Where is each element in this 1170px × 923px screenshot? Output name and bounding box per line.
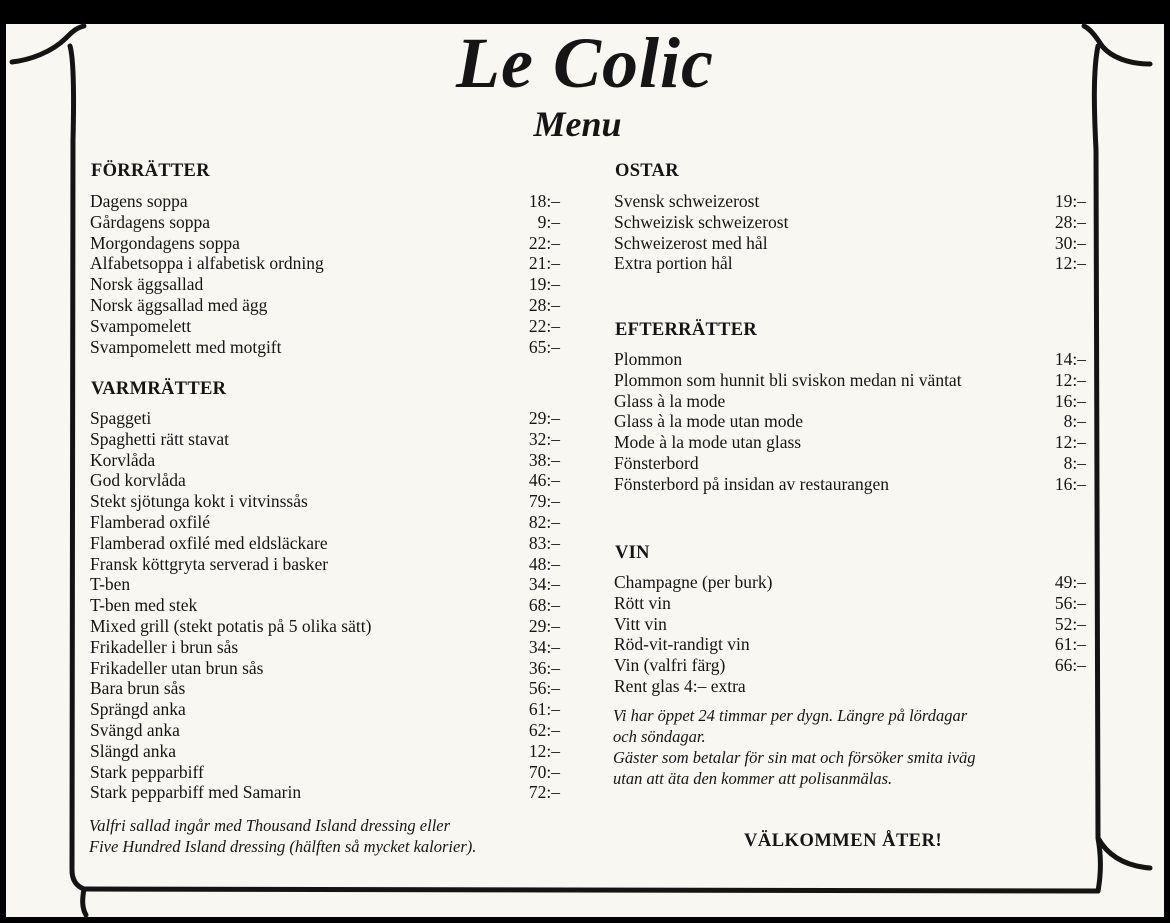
ostar-list	[614, 191, 1086, 274]
restaurant-title: Le Colic	[456, 23, 714, 103]
list-item: Alfabetsoppa i alfabetisk ordning 21:–	[90, 253, 560, 274]
list-item: Korvlåda 38:–	[90, 449, 560, 470]
list-item: Slängd anka 12:–	[90, 740, 560, 761]
section-heading-varmratter: VARMRÄTTER	[91, 379, 227, 399]
glass-extra: Rent glas 4:– extra	[614, 676, 746, 696]
list-item: Vin (valfri färg) 66:–	[614, 655, 1086, 676]
list-item: Bara brun sås 56:–	[90, 678, 560, 699]
list-item: Svensk schweizerost 19:–	[614, 191, 1086, 211]
list-item: Spaggeti 29:–	[90, 408, 560, 428]
list-item: Spaghetti rätt stavat 32:–	[90, 428, 560, 449]
list-item: Svampomelett 22:–	[90, 315, 560, 336]
list-item: Flamberad oxfilé med eldsläckare 83:–	[90, 532, 560, 553]
list-item: Fransk köttgryta serverad i basker 48:–	[90, 553, 560, 574]
vin-list	[614, 572, 1086, 676]
list-item: Rött vin 56:–	[614, 592, 1086, 613]
list-item: Mode à la mode utan glass 12:–	[614, 432, 1086, 453]
list-item: Vitt vin 52:–	[614, 613, 1086, 634]
list-item: Stekt sjötunga kokt i vitvinssås 79:–	[90, 491, 560, 512]
forratter-list	[90, 191, 560, 357]
list-item: Glass à la mode 16:–	[614, 390, 1086, 411]
list-item: God korvlåda 46:–	[90, 470, 560, 491]
list-item: T-ben 34:–	[90, 574, 560, 595]
section-heading-efterratter: EFTERRÄTTER	[615, 320, 758, 340]
section-heading-vin: VIN	[615, 543, 650, 563]
varmratter-list	[90, 408, 560, 803]
list-item: Extra portion hål 12:–	[614, 253, 1086, 274]
welcome-message: VÄLKOMMEN ÅTER!	[744, 831, 943, 851]
list-item: Norsk äggsallad med ägg 28:–	[90, 294, 560, 315]
menu-subtitle: Menu	[533, 104, 622, 144]
list-item: Gårdagens soppa 9:–	[90, 211, 560, 232]
list-item: Mixed grill (stekt potatis på 5 olika sätt) 29:–	[90, 615, 560, 636]
opening-hours-note: Vi har öppet 24 timmar per dygn. Längre på lördagar och söndagar. Gäster som betalar för sin mat och försöker smita iväg utan att äta den kommer att polisanmälas.	[613, 706, 976, 788]
list-item: Flamberad oxfilé 82:–	[90, 511, 560, 532]
efterratter-list	[614, 349, 1086, 495]
list-item: Glass à la mode utan mode 8:–	[614, 411, 1086, 432]
list-item: Röd-vit-randigt vin 61:–	[614, 634, 1086, 655]
list-item: Plommon som hunnit bli sviskon medan ni väntat 12:–	[614, 369, 1086, 390]
list-item: Morgondagens soppa 22:–	[90, 232, 560, 253]
list-item: Fönsterbord 8:–	[614, 452, 1086, 473]
section-heading-ostar: OSTAR	[615, 161, 679, 181]
section-heading-forratter: FÖRRÄTTER	[91, 161, 210, 181]
list-item: Dagens soppa 18:–	[90, 191, 560, 211]
list-item: Frikadeller i brun sås 34:–	[90, 636, 560, 657]
list-item: Plommon 14:–	[614, 349, 1086, 369]
dressing-note: Valfri sallad ingår med Thousand Island dressing eller Five Hundred Island dressing (hälften så mycket kalorier).	[89, 816, 477, 856]
list-item: Svampomelett med motgift 65:–	[90, 336, 560, 357]
list-item: Stark pepparbiff med Samarin 72:–	[90, 782, 560, 803]
list-item: Stark pepparbiff 70:–	[90, 761, 560, 782]
list-item: Schweizerost med hål 30:–	[614, 232, 1086, 253]
list-item: Svängd anka 62:–	[90, 719, 560, 740]
list-item: T-ben med stek 68:–	[90, 595, 560, 616]
list-item: Sprängd anka 61:–	[90, 699, 560, 720]
list-item: Fönsterbord på insidan av restaurangen 16:–	[614, 473, 1086, 494]
list-item: Schweizisk schweizerost 28:–	[614, 211, 1086, 232]
list-item: Champagne (per burk) 49:–	[614, 572, 1086, 592]
list-item: Frikadeller utan brun sås 36:–	[90, 657, 560, 678]
list-item: Norsk äggsallad 19:–	[90, 274, 560, 295]
